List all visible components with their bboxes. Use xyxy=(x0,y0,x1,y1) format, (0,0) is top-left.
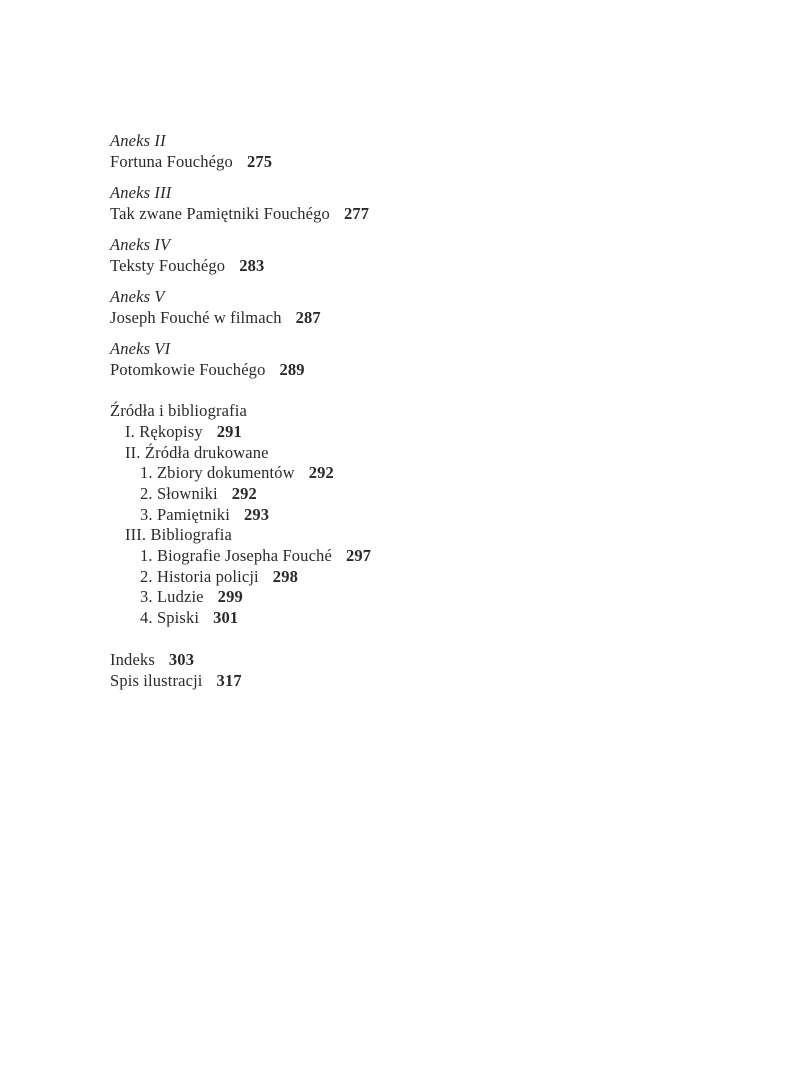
toc-entry xyxy=(110,360,750,381)
page-number: 275 xyxy=(246,151,273,171)
entry-title: 3. Ludzie xyxy=(140,587,204,607)
toc-entry xyxy=(110,463,750,484)
annex-label: Aneks II xyxy=(110,131,166,150)
page-number: 299 xyxy=(217,587,243,607)
toc-entry xyxy=(110,505,750,526)
toc-entry xyxy=(110,308,750,329)
page-number: 287 xyxy=(295,307,321,327)
entry-title: Tak zwane Pamiętniki Fouchégo xyxy=(110,203,330,223)
entry-title: Indeks xyxy=(110,649,155,669)
entry-title: Teksty Fouchégo xyxy=(110,255,226,275)
entry-title: 1. Biografie Josepha Fouché xyxy=(140,546,332,566)
toc-entry xyxy=(110,422,750,443)
entry-title: Fortuna Fouchégo xyxy=(110,151,233,171)
page-number: 292 xyxy=(308,463,334,483)
toc-entry xyxy=(110,152,750,173)
page-number: 293 xyxy=(243,504,270,524)
subsection-heading: II. Źródła drukowane xyxy=(125,442,269,462)
entry-title: Potomkowie Fouchégo xyxy=(110,359,266,379)
table-of-contents xyxy=(110,131,750,691)
toc-entry xyxy=(110,256,750,277)
annex-label: Aneks IV xyxy=(110,234,171,254)
entry-title: Joseph Fouché w filmach xyxy=(110,307,282,327)
annex-label: Aneks V xyxy=(110,286,165,306)
toc-entry xyxy=(110,204,750,225)
page-number: 277 xyxy=(343,203,370,223)
entry-title: 3. Pamiętniki xyxy=(140,504,230,524)
entry-title: 2. Historia policji xyxy=(140,566,259,586)
page-number: 298 xyxy=(272,566,298,586)
toc-entry xyxy=(110,546,750,567)
page-number: 297 xyxy=(345,546,372,566)
entry-title: 2. Słowniki xyxy=(140,484,218,503)
entry-title: Spis ilustracji xyxy=(110,670,203,690)
page-number: 283 xyxy=(239,255,265,275)
annex-label: Aneks III xyxy=(110,182,172,202)
toc-entry xyxy=(110,484,750,505)
toc-entry xyxy=(110,587,750,608)
toc-entry xyxy=(110,608,750,629)
page-number: 291 xyxy=(216,421,242,441)
entry-title: 1. Zbiory dokumentów xyxy=(140,463,295,483)
page-number: 303 xyxy=(168,649,195,669)
entry-title: I. Rękopisy xyxy=(125,421,203,441)
section-heading: Źródła i bibliografia xyxy=(110,401,247,421)
annex-label: Aneks VI xyxy=(110,338,171,358)
page-number: 301 xyxy=(213,608,239,628)
subsection-heading: III. Bibliografia xyxy=(125,525,233,545)
entry-title: 4. Spiski xyxy=(140,608,200,628)
toc-entry xyxy=(110,650,750,671)
toc-entry xyxy=(110,567,750,588)
toc-entry xyxy=(110,671,750,692)
page-number: 292 xyxy=(231,484,257,503)
page-number: 317 xyxy=(216,670,242,690)
page-number: 289 xyxy=(279,359,305,379)
